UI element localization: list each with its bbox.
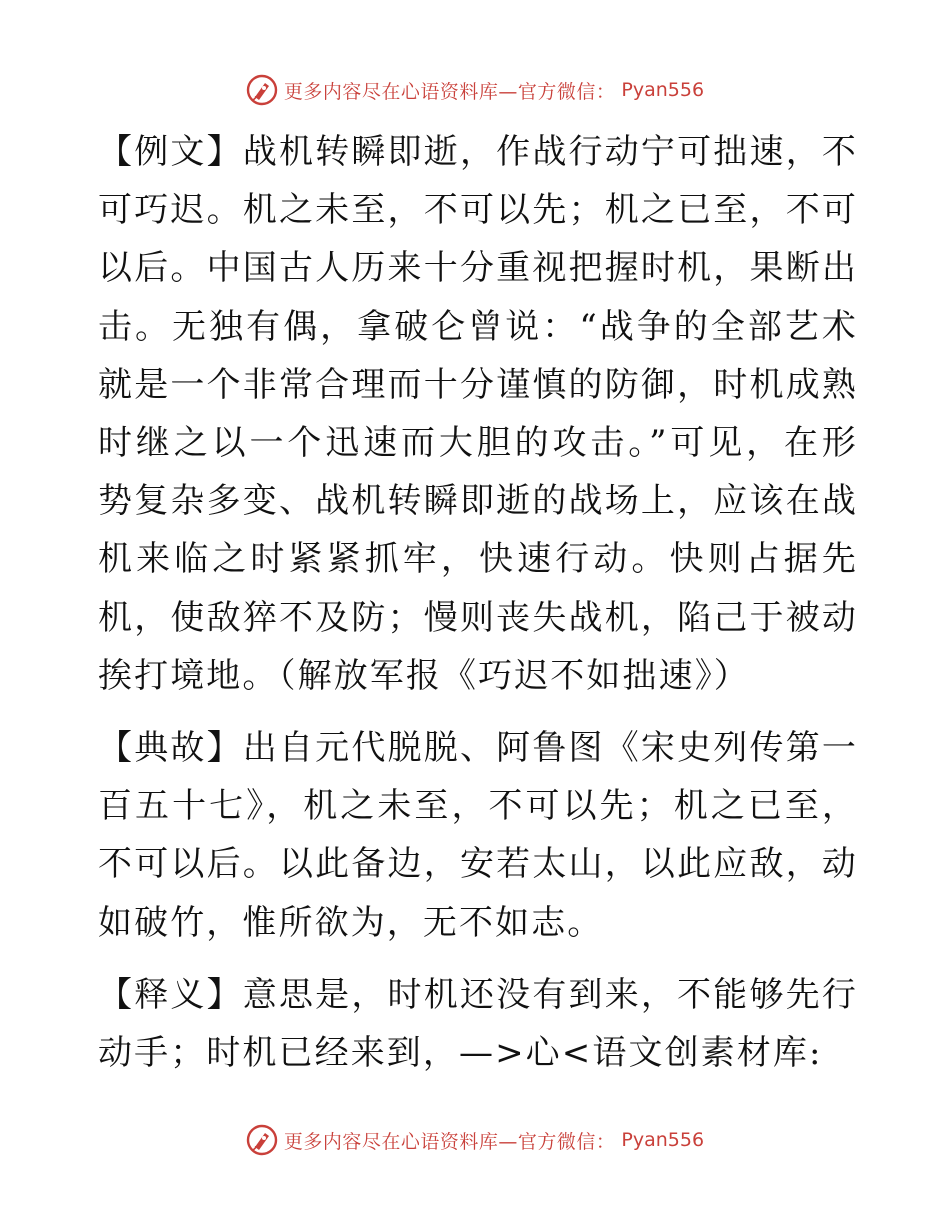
footer-watermark — [0, 1120, 950, 1160]
document-body — [98, 123, 858, 1082]
watermark-text: 更多内容尽在心语资料库—官方微信： — [283, 1130, 616, 1153]
pen-nib-circle-icon — [246, 74, 278, 106]
example-paragraph: 【例文】战机转瞬即逝，作战行动宁可拙速，不可巧迟。机之未至，不可以先；机之已至，不可以后。中国古人历来十分重视把握时机，果断出击。无独有偶，拿破仑曾说：“战争的全部艺术就是一个非常合理而十分谨慎的防御，时机成熟时继之以一个迅速而大胆的攻击。”可见，在形势复杂多变、战机转瞬即逝的战场上，应该在战机来临之时紧紧抓牢，快速行动。快则占据先机，使敌猝不及防；慢则丧失战机，陷己于被动挨打境地。（解放军报《巧迟不如拙速》） — [98, 132, 858, 696]
watermark-wechat-id: Pyan556 — [621, 1129, 705, 1151]
definition-paragraph: 【释义】意思是，时机还没有到来，不能够先行动手；时机已经来到，—>心<语文创素材库: — [98, 974, 858, 1074]
watermark-wechat-id: Pyan556 — [621, 79, 705, 101]
watermark-text: 更多内容尽在心语资料库—官方微信： — [283, 80, 616, 103]
pen-nib-circle-icon — [246, 1124, 278, 1156]
header-watermark — [0, 70, 950, 110]
allusion-paragraph: 【典故】出自元代脱脱、阿鲁图《宋史列传第一百五十七》，机之未至，不可以先；机之已至，不可以后。以此备边，安若太山，以此应敌，动如破竹，惟所欲为，无不如志。 — [98, 728, 858, 943]
